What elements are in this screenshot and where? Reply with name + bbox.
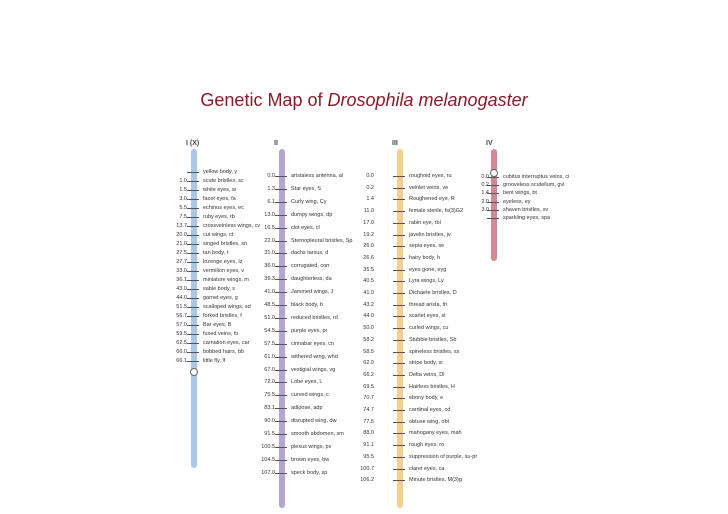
locus-position: 106.2 xyxy=(360,477,374,484)
locus-position: 31.0 xyxy=(264,250,275,257)
locus-position: 59.5 xyxy=(176,331,187,337)
locus-gene: aristaless antenna, al xyxy=(291,173,343,179)
locus-position: 57.5 xyxy=(264,340,275,347)
locus-position: 21.0 xyxy=(176,241,187,247)
locus-tick xyxy=(275,460,287,461)
locus-position: 95.5 xyxy=(363,453,374,460)
locus-position: 66.0 xyxy=(176,349,187,355)
locus-position: 100.7 xyxy=(360,465,374,472)
locus-position: 62.0 xyxy=(363,360,374,367)
locus-tick xyxy=(275,357,287,358)
locus-position: 74.7 xyxy=(363,407,374,413)
locus-position: 91.1 xyxy=(363,442,374,449)
locus-tick xyxy=(187,235,199,236)
locus-tick xyxy=(275,421,287,422)
locus-gene: stripe body, sr xyxy=(409,360,444,367)
locus-position: 36.1 xyxy=(176,277,187,283)
locus-gene: sparkling eyes, spa xyxy=(503,215,551,221)
locus-gene: corrugated, corr xyxy=(291,263,330,270)
locus-gene: brown eyes, bw xyxy=(291,456,330,463)
locus-gene: black body, b xyxy=(291,302,324,308)
locus-tick xyxy=(275,434,287,435)
locus-position: 70.7 xyxy=(363,395,374,402)
locus-gene: javelin bristles, jv xyxy=(409,231,451,238)
locus-tick xyxy=(187,307,199,308)
locus-position: 66.2 xyxy=(363,371,374,378)
locus-tick xyxy=(393,328,405,329)
locus-position: 44.0 xyxy=(363,313,374,320)
locus-tick xyxy=(275,382,287,383)
locus-gene: claret eyes, ca xyxy=(409,465,445,472)
locus-gene: shaven bristles, sv xyxy=(503,206,549,213)
locus-gene: Lobe eyes, L xyxy=(291,379,323,386)
locus-tick xyxy=(393,480,405,481)
locus-gene: female sterile, fs(3)G2 xyxy=(409,208,464,215)
chromosome-bar xyxy=(191,149,197,468)
locus-tick xyxy=(393,363,405,364)
locus-position: 27.5 xyxy=(176,250,187,256)
locus-tick xyxy=(393,211,405,212)
locus-tick xyxy=(393,246,405,247)
locus-position: 58.5 xyxy=(363,348,374,355)
locus-tick xyxy=(275,176,287,177)
title-prefix: Genetic Map of xyxy=(200,90,328,110)
locus-gene: lozenge eyes, lz xyxy=(203,259,243,265)
locus-tick xyxy=(187,352,199,353)
locus-gene: vestigial wings, vg xyxy=(291,366,336,373)
locus-tick xyxy=(275,253,287,254)
locus-gene: thread arista, th xyxy=(409,301,448,308)
locus-gene: carnation eyes, car xyxy=(203,340,250,346)
locus-position: 100.5 xyxy=(261,443,275,450)
locus-position: 62.5 xyxy=(176,340,187,346)
locus-position: 107.0 xyxy=(261,469,275,476)
locus-gene: Curly wing, Cy xyxy=(291,198,327,205)
locus-tick xyxy=(393,410,405,411)
locus-tick xyxy=(275,408,287,409)
locus-gene: curled wings, cu xyxy=(409,325,449,332)
locus-gene: clot eyes, cl xyxy=(291,224,320,231)
locus-position: 69.5 xyxy=(363,383,374,390)
locus-tick xyxy=(275,318,287,319)
locus-gene: reduced bristles, rd xyxy=(291,314,338,321)
locus-tick xyxy=(393,422,405,423)
locus-gene: plexus wings, px xyxy=(291,443,332,450)
locus-position: 1.4 xyxy=(481,190,489,197)
locus-gene: Jammed wings, J xyxy=(291,289,334,296)
locus-tick xyxy=(187,244,199,245)
locus-position: 43.2 xyxy=(363,301,374,308)
locus-tick xyxy=(187,217,199,218)
locus-tick xyxy=(187,208,199,209)
locus-position: 5.5 xyxy=(179,205,187,211)
locus-tick xyxy=(393,340,405,341)
locus-position: 104.5 xyxy=(261,456,275,463)
locus-tick xyxy=(393,270,405,271)
locus-gene: garnet eyes, g xyxy=(203,295,238,301)
locus-tick xyxy=(275,395,287,396)
locus-tick xyxy=(187,325,199,326)
locus-tick xyxy=(393,293,405,294)
locus-position: 1.5 xyxy=(179,187,187,193)
locus-gene: Bar eyes, B xyxy=(203,322,232,328)
locus-position: 48.5 xyxy=(264,302,275,308)
locus-gene: ebony body, e xyxy=(409,395,444,402)
locus-position: 88.0 xyxy=(363,430,374,437)
locus-position: 26.6 xyxy=(363,254,374,261)
locus-tick xyxy=(393,352,405,353)
chromosome-bar xyxy=(279,149,285,508)
locus-gene: sable body, s xyxy=(203,286,236,292)
locus-tick xyxy=(187,334,199,335)
locus-tick xyxy=(275,266,287,267)
locus-gene: little fly, lf xyxy=(203,358,226,364)
locus-gene: Minute bristles, M(3)g xyxy=(409,477,462,484)
locus-gene: Dichaete bristles, D xyxy=(409,290,457,296)
locus-position: 36.0 xyxy=(264,263,275,270)
locus-position: 16.5 xyxy=(264,224,275,231)
locus-gene: rough eyes, ro xyxy=(409,442,445,449)
locus-tick xyxy=(275,202,287,203)
locus-tick xyxy=(187,289,199,290)
locus-position: 13.7 xyxy=(176,223,187,229)
locus-tick xyxy=(187,316,199,317)
locus-tick xyxy=(187,298,199,299)
locus-position: 0.2 xyxy=(366,184,374,191)
locus-gene: Stubble bristles, Sb xyxy=(409,336,457,343)
locus-position: 2.0 xyxy=(481,198,489,205)
locus-tick xyxy=(275,473,287,474)
locus-position: 3.0 xyxy=(481,206,489,213)
locus-gene: roughoid eyes, ru xyxy=(409,173,452,179)
locus-gene: cinnabar eyes, cn xyxy=(291,340,335,347)
locus-gene: cut wings, ct xyxy=(203,232,234,238)
locus-position: 90.0 xyxy=(264,418,275,425)
locus-tick xyxy=(393,305,405,306)
locus-tick xyxy=(187,271,199,272)
locus-tick xyxy=(393,316,405,317)
locus-gene: daughterless, da xyxy=(291,276,332,283)
locus-gene: white eyes, w xyxy=(203,187,237,193)
locus-gene: miniature wings, m xyxy=(203,277,249,283)
locus-tick xyxy=(393,387,405,388)
chromosome-label: II xyxy=(274,140,278,147)
locus-tick xyxy=(393,398,405,399)
locus-tick xyxy=(275,241,287,242)
locus-tick xyxy=(487,177,499,178)
locus-gene: eyeless, ey xyxy=(503,198,531,205)
locus-gene: Roughened eye, R xyxy=(409,196,455,203)
locus-gene: mahogany eyes, mah xyxy=(409,430,462,437)
locus-tick xyxy=(187,343,199,344)
locus-tick xyxy=(187,181,199,182)
locus-position: 66.1 xyxy=(176,358,187,364)
locus-gene: cubitus interruptus veins, ci xyxy=(503,174,570,180)
locus-tick xyxy=(187,280,199,281)
centromere xyxy=(190,368,198,376)
locus-gene: adipose, adp xyxy=(291,405,323,412)
locus-gene: obtuse wing, obt xyxy=(409,418,450,425)
locus-gene: eyes gone, eyg xyxy=(409,266,447,273)
locus-tick xyxy=(487,185,499,186)
locus-position: 1.0 xyxy=(179,178,187,184)
locus-position: 43.0 xyxy=(176,286,187,292)
locus-gene: smooth abdomen, sm xyxy=(291,431,344,437)
locus-gene: disrupted wing, dw xyxy=(291,418,337,425)
locus-position: 41.0 xyxy=(363,290,374,296)
chromosome-bar xyxy=(491,149,497,261)
locus-tick xyxy=(187,253,199,254)
locus-tick xyxy=(393,445,405,446)
locus-gene: Hairless bristles, H xyxy=(409,383,455,390)
locus-tick xyxy=(187,172,199,173)
locus-tick xyxy=(275,447,287,448)
locus-position: 44.0 xyxy=(176,295,187,301)
locus-gene: dumpy wings, dp xyxy=(291,211,333,218)
locus-gene: vermilion eyes, v xyxy=(203,268,244,274)
locus-gene: forked bristles, f xyxy=(203,313,242,319)
title-species: Drosophila melanogaster xyxy=(327,90,528,110)
locus-position: 39.3 xyxy=(264,276,275,283)
locus-position: 40.5 xyxy=(363,278,374,285)
locus-position: 54.5 xyxy=(264,327,275,334)
locus-tick xyxy=(275,344,287,345)
locus-gene: crossveinless wings, cv xyxy=(203,223,261,229)
locus-tick xyxy=(393,223,405,224)
locus-position: 0.0 xyxy=(481,174,489,180)
locus-position: 58.2 xyxy=(363,336,374,343)
locus-position: 35.5 xyxy=(363,266,374,273)
locus-gene: withered wing, whd xyxy=(291,353,338,360)
locus-gene: curved wings, c xyxy=(291,392,329,399)
locus-tick xyxy=(187,262,199,263)
locus-tick xyxy=(487,202,499,203)
locus-gene: scalloped wings, sd xyxy=(203,304,251,310)
chromosome-label: I (X) xyxy=(186,140,200,147)
locus-position: 83.1 xyxy=(264,405,275,412)
locus-gene: suppression of purple, su-pr xyxy=(409,453,478,460)
locus-tick xyxy=(187,190,199,191)
locus-position: 13.0 xyxy=(264,211,275,218)
locus-position: 50.0 xyxy=(363,325,374,332)
locus-position: 22.0 xyxy=(264,237,275,244)
chromosome-label: IV xyxy=(486,140,493,147)
locus-tick xyxy=(187,226,199,227)
locus-tick xyxy=(487,193,499,194)
locus-gene: Lyra wings, Ly xyxy=(409,278,444,285)
chromosome-label: III xyxy=(392,140,398,147)
locus-position: 51.0 xyxy=(264,314,275,321)
locus-tick xyxy=(275,228,287,229)
locus-tick xyxy=(393,235,405,236)
locus-gene: spineless bristles, ss xyxy=(409,348,460,355)
locus-gene: bobbed hairs, bb xyxy=(203,349,244,355)
locus-position: 1.4 xyxy=(366,196,374,203)
locus-gene: Delta veins, Dl xyxy=(409,371,445,378)
locus-gene: echinus eyes, ec xyxy=(203,205,244,211)
locus-tick xyxy=(393,375,405,376)
locus-position: 20.0 xyxy=(176,232,187,238)
locus-tick xyxy=(275,370,287,371)
locus-tick xyxy=(393,176,405,177)
locus-tick xyxy=(275,331,287,332)
locus-tick xyxy=(275,292,287,293)
locus-position: 19.2 xyxy=(363,231,374,238)
locus-tick xyxy=(187,199,199,200)
locus-position: 3.0 xyxy=(179,196,187,202)
locus-position: 72.0 xyxy=(264,379,275,386)
locus-position: 51.5 xyxy=(176,304,187,310)
locus-gene: speck body, sp xyxy=(291,469,328,476)
locus-gene: hairy body, h xyxy=(409,254,441,261)
locus-position: 33.0 xyxy=(176,268,187,274)
locus-position: 75.5 xyxy=(264,392,275,399)
locus-gene: tan body, t xyxy=(203,250,229,256)
page-title xyxy=(0,90,728,111)
locus-gene: rabin eye, rbl xyxy=(409,219,441,226)
locus-tick xyxy=(275,305,287,306)
locus-gene: purple eyes, pr xyxy=(291,327,328,334)
locus-position: 26.0 xyxy=(363,243,374,250)
locus-position: 27.7 xyxy=(176,259,187,265)
locus-tick xyxy=(487,210,499,211)
locus-tick xyxy=(393,258,405,259)
locus-tick xyxy=(393,188,405,189)
locus-position: 7.5 xyxy=(179,214,187,220)
centromere xyxy=(490,169,498,177)
locus-position: 11.0 xyxy=(363,208,374,215)
locus-position: 6.1 xyxy=(267,198,275,205)
locus-position: 57.0 xyxy=(176,322,187,328)
locus-tick xyxy=(393,281,405,282)
locus-position: 77.5 xyxy=(363,418,374,425)
locus-position: 17.0 xyxy=(363,219,374,226)
locus-gene: sepia eyes, se xyxy=(409,243,445,250)
locus-position: 0.2 xyxy=(481,182,489,189)
locus-gene: singed bristles, sn xyxy=(203,241,248,247)
locus-position: 41.0 xyxy=(264,289,275,296)
locus-gene: ruby eyes, rb xyxy=(203,214,235,220)
locus-position: 56.7 xyxy=(176,313,187,319)
locus-tick xyxy=(393,199,405,200)
locus-gene: Sternopleural bristles, Sp xyxy=(291,237,353,244)
locus-gene: cardinal eyes, cd xyxy=(409,407,451,413)
locus-tick xyxy=(275,279,287,280)
locus-gene: Star eyes, S xyxy=(291,185,321,192)
locus-position: 67.0 xyxy=(264,366,275,373)
locus-position: 61.0 xyxy=(264,353,275,360)
locus-gene: facet eyes, fa xyxy=(203,196,236,202)
locus-gene: scarlet eyes, st xyxy=(409,313,446,320)
locus-gene: yellow body, y xyxy=(203,169,238,175)
locus-tick xyxy=(393,457,405,458)
locus-gene: fused veins, fu xyxy=(203,331,239,337)
locus-tick xyxy=(275,189,287,190)
locus-tick xyxy=(187,361,199,362)
locus-tick xyxy=(487,218,499,219)
locus-position: 0.0 xyxy=(366,173,374,179)
locus-position: 1.3 xyxy=(267,185,275,192)
locus-position: 91.5 xyxy=(264,431,275,437)
locus-gene: scute bristles, sc xyxy=(203,178,244,184)
locus-gene: grooveless scutellum, gvl xyxy=(503,182,565,189)
locus-gene: veinlet veins, ve xyxy=(409,184,449,191)
locus-tick xyxy=(393,433,405,434)
locus-position: 0.0 xyxy=(267,173,275,179)
locus-tick xyxy=(275,215,287,216)
locus-gene: dachs tarsus, d xyxy=(291,250,329,257)
locus-gene: bent wings, bt xyxy=(503,190,537,197)
locus-tick xyxy=(393,469,405,470)
